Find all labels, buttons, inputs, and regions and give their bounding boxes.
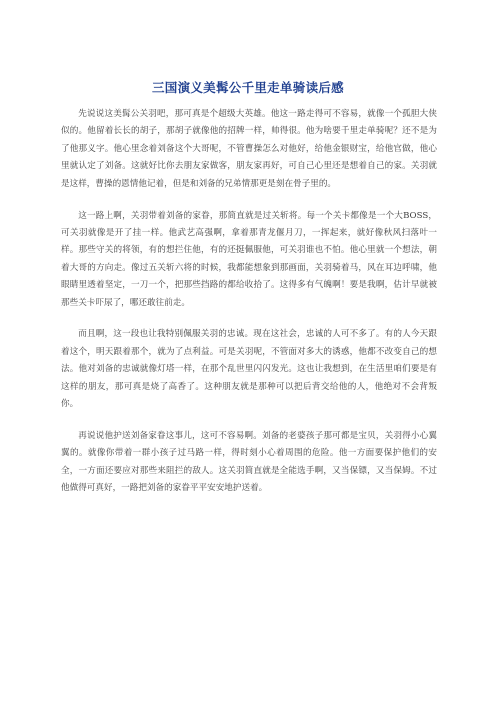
paragraph-1: 先说说这美髯公关羽吧，那可真是个超级大英雄。他这一路走得可不容易，就像一个孤胆大侠似的。他留着长长的胡子，那胡子就像他的招牌一样，帅得很。他为啥要千里走单骑呢？还不是为了他那义字。他心里念着刘备这个大哥呢，不管曹操怎么对他好，给他金银财宝，给他官做，他心里就认定了刘备。这就好比你去朋友家做客，朋友家再好，可自己心里还是想着自己的家。关羽就是这样，曹操的恩情他记着，但是和刘备的兄弟情那更是刻在骨子里的。 xyxy=(61,109,437,189)
document-title: 三国演义美髯公千里走单骑读后感 xyxy=(151,80,344,95)
paragraph-2: 这一路上啊，关羽带着刘备的家眷，那简直就是过关斩将。每一个关卡都像是一个大BOSS，可关羽就像是开了挂一样。他武艺高强啊，拿着那青龙偃月刀，一挥起来，就好像秋风扫落叶一样。那些守关的将领，有的想拦住他，有的还挺佩服他，可关羽谁也不怕。他心里就一个想法，朝着大哥的方向走。像过五关斩六将的时候，我都能想象到那画面，关羽骑着马，风在耳边呼啸，他眼睛里透着坚定，一刀一个，把那些挡路的都给收拾了。这得多有气魄啊！要是我啊，估计早就被那些关卡吓尿了，哪还敢往前走。 xyxy=(61,210,437,308)
document-body xyxy=(61,106,437,512)
paragraph-4: 再说说他护送刘备家眷这事儿，这可不容易啊。刘备的老婆孩子那可都是宝贝，关羽得小心翼翼的。就像你带着一群小孩子过马路一样，得时刻小心着周围的危险。他一方面要保护他们的安全，一方面还要应对那些来阻拦的敌人。这关羽简直就是全能选手啊，又当保镖，又当保姆。不过他做得可真好，一路把刘备的家眷平平安安地护送着。 xyxy=(61,431,437,494)
paragraph-3: 而且啊，这一段也让我特别佩服关羽的忠诚。现在这社会，忠诚的人可不多了。有的人今天跟着这个，明天跟着那个，就为了点利益。可是关羽呢，不管面对多大的诱惑，他都不改变自己的想法。他对刘备的忠诚就像灯塔一样，在那个乱世里闪闪发光。这也让我想到，在生活里咱们要是有这样的朋友，那可真是烧了高香了。这种朋友就是那种可以把后背交给他的人，他绝对不会背叛你。 xyxy=(61,329,437,410)
